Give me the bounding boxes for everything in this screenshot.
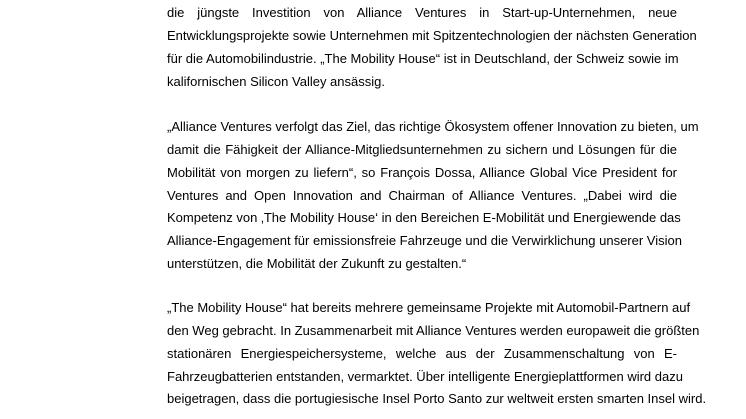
text-line: stationären Energiespeichersysteme, welche aus der Zusammenschaltung von E-	[167, 346, 677, 361]
text-line: kalifornischen Silicon Valley ansässig.	[167, 74, 385, 89]
text-line: Mobilität von morgen zu liefern“, so François Dossa, Alliance Global Vice President for	[167, 165, 677, 180]
text-line: beigetragen, dass die portugiesische Insel Porto Santo zur weltweit ersten smarten Insel wird.	[167, 391, 707, 406]
text-line: Alliance-Engagement für emissionsfreie Fahrzeuge und die Verwirklichung unserer Vision	[167, 233, 682, 248]
text-line: unterstützen, die Mobilität der Zukunft zu gestalten.“	[167, 256, 467, 271]
text-line: die jüngste Investition von Alliance Ventures in Start-up-Unternehmen, neue	[167, 5, 677, 20]
text-line: Ventures and Open Innovation and Chairman of Alliance Ventures. „Dabei wird die	[167, 188, 677, 203]
text-line: Entwicklungsprojekte sowie Unternehmen mit Spitzentechnologien der nächsten Generation	[167, 28, 697, 43]
text-line: Kompetenz von ‚The Mobility House‘ in den Bereichen E-Mobilität und Energiewende das	[167, 210, 681, 225]
text-line: den Weg gebracht. In Zusammenarbeit mit Alliance Ventures werden europaweit die größten	[167, 323, 700, 338]
text-line: Fahrzeugbatterien entstanden, vermarktet. Über intelligente Energieplattformen wird dazu	[167, 369, 683, 384]
text-line: damit die Fähigkeit der Alliance-Mitgliedsunternehmen zu sichern und Lösungen für die	[167, 142, 677, 157]
text-line: für die Automobilindustrie. „The Mobility House“ ist in Deutschland, der Schweiz sowie im	[167, 51, 679, 66]
text-line: „Alliance Ventures verfolgt das Ziel, das richtige Ökosystem offener Innovation zu bieten, um	[167, 119, 699, 134]
text-line: „The Mobility House“ hat bereits mehrere gemeinsame Projekte mit Automobil-Partnern auf	[167, 300, 691, 315]
